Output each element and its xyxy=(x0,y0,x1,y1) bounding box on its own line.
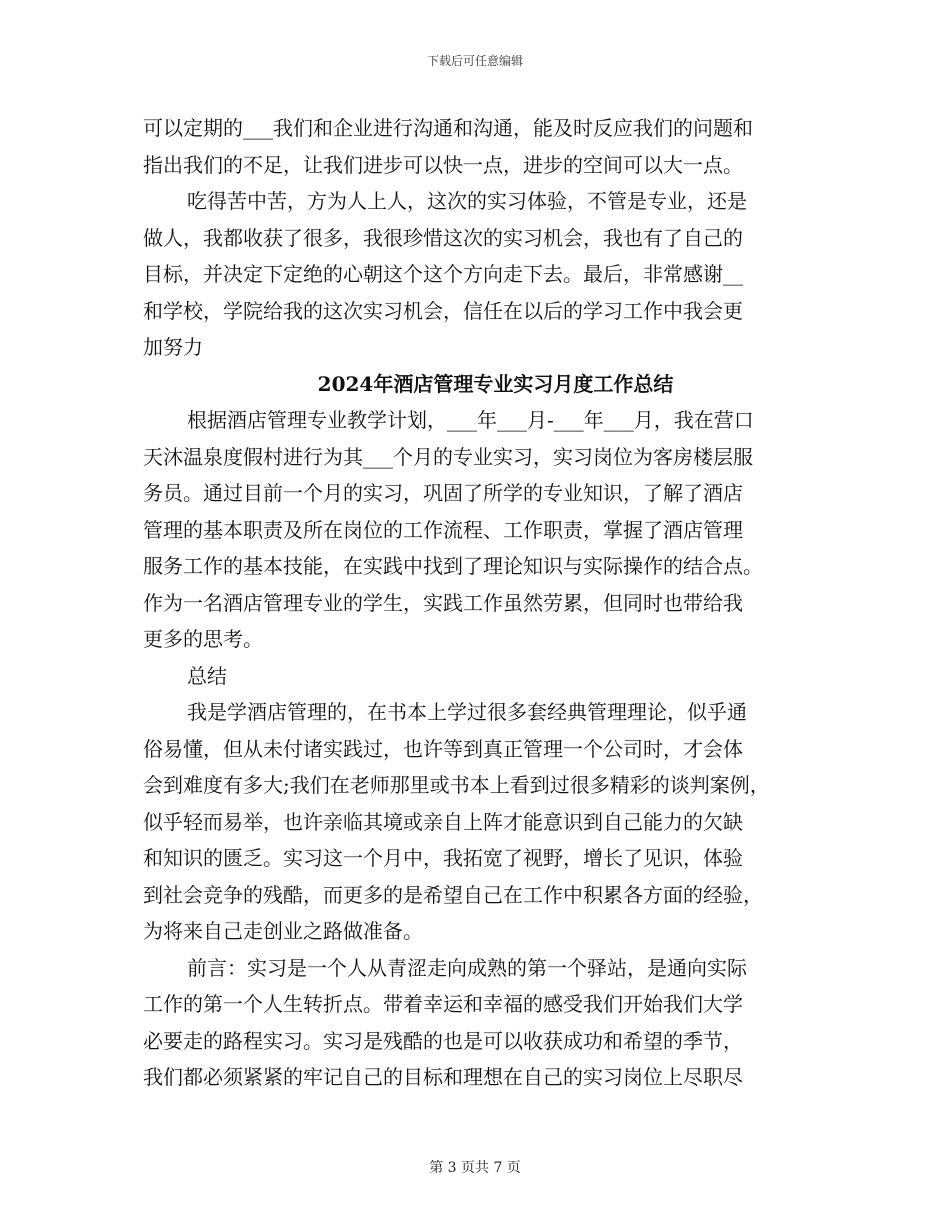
text-line: 务员。通过目前一个月的实习，巩固了所学的专业知识，了解了酒店 xyxy=(143,481,743,505)
text-line: 管理的基本职责及所在岗位的工作流程、工作职责，掌握了酒店管理 xyxy=(143,517,743,542)
text-line: 工作的第一个人生转折点。带着幸运和幸福的感受我们开始我们大学 xyxy=(143,992,743,1016)
page-number-footer: 第 3 页共 7 页 xyxy=(429,1160,521,1176)
text-line: 到社会竞争的残酷，而更多的是希望自己在工作中积累各方面的经验， xyxy=(143,882,763,907)
document-body xyxy=(143,110,808,1096)
text-line: 和学校，学院给我的这次实习机会，信任在以后的学习工作中我会更 xyxy=(143,298,743,323)
paragraph-start-line: 前言：实习是一个人从青涩走向成熟的第一个驿站，是通向实际 xyxy=(187,955,747,980)
text-line: 指出我们的不足，让我们进步可以快一点，进步的空间可以大一点。 xyxy=(143,152,743,177)
text-line: 目标，并决定下定绝的心朝这个这个方向走下去。最后，非常感谢__ xyxy=(143,262,743,286)
text-line: 做人，我都收获了很多，我很珍惜这次的实习机会，我也有了自己的 xyxy=(143,225,743,250)
page-header-note: 下载后可任意编辑 xyxy=(426,54,523,68)
text-line: 服务工作的基本技能，在实践中找到了理论知识与实际操作的结合点。 xyxy=(143,554,763,578)
text-line: 作为一名酒店管理专业的学生，实践工作虽然劳累，但同时也带给我 xyxy=(143,590,743,615)
text-line: 和知识的匮乏。实习这一个月中，我拓宽了视野，增长了见识，体验 xyxy=(143,846,743,870)
text-line: 我们都必须紧紧的牢记自己的目标和理想在自己的实习岗位上尽职尽 xyxy=(143,1065,743,1089)
text-line: 似乎轻而易举，也许亲临其境或亲自上阵才能意识到自己能力的欠缺 xyxy=(143,809,743,834)
text-line: 俗易懂，但从未付诸实践过，也许等到真正管理一个公司时，才会体 xyxy=(143,736,743,761)
text-line: 会到难度有多大;我们在老师那里或书本上看到过很多精彩的谈判案例， xyxy=(143,773,770,797)
text-line: 更多的思考。 xyxy=(143,627,263,651)
paragraph-start-line: 吃得苦中苦，方为人上人，这次的实习体验，不管是专业，还是 xyxy=(187,189,747,213)
text-line: 必要走的路程实习。实习是残酷的也是可以收获成功和希望的季节， xyxy=(143,1028,743,1053)
paragraph-start-line: 根据酒店管理专业教学计划，___年___月-___年___月，我在营口 xyxy=(187,408,754,432)
section-title: 2024年酒店管理专业实习月度工作总结 xyxy=(317,371,674,396)
paragraph-start-line: 我是学酒店管理的，在书本上学过很多套经典管理理论，似乎通 xyxy=(187,700,747,724)
subheading-line: 总结 xyxy=(187,663,227,688)
text-line: 可以定期的___我们和企业进行沟通和沟通，能及时反应我们的问题和 xyxy=(143,116,753,140)
text-line: 加努力 xyxy=(143,335,203,359)
text-line: 为将来自己走创业之路做准备。 xyxy=(143,919,423,943)
text-line: 天沐温泉度假村进行为其___个月的专业实习，实习岗位为客房楼层服 xyxy=(143,444,753,469)
